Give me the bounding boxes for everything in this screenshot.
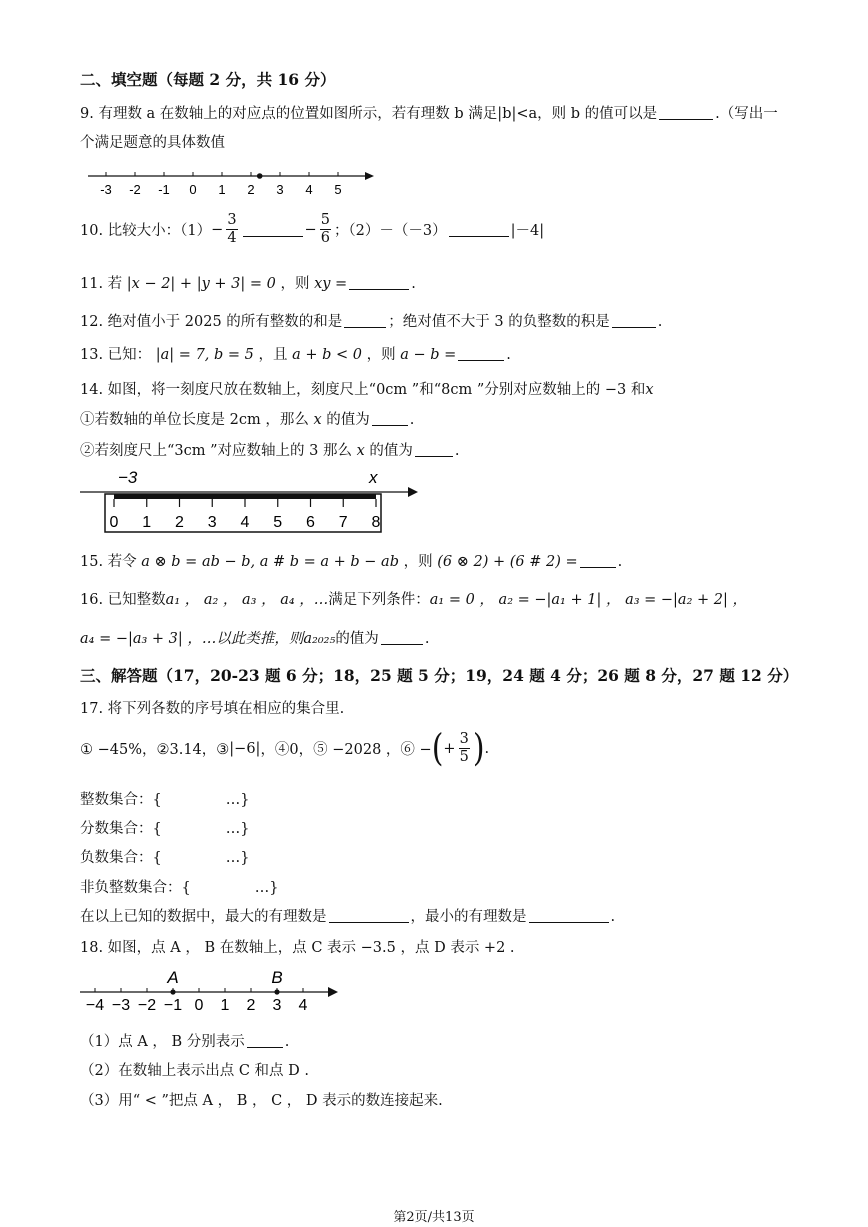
q9-axis-tick-label: -1 bbox=[158, 182, 170, 197]
q18-axis-tick-label: −2 bbox=[137, 997, 157, 1014]
q9-axis-tick-label: 1 bbox=[218, 182, 226, 197]
q9-blank[interactable] bbox=[659, 105, 713, 120]
q18-axis-tick-label: 4 bbox=[298, 997, 308, 1014]
q15: 15. 若令 a ⊗ b = ab − b, a # b = a + b − ab ，则 (6 ⊗ 2) + (6 # 2) = . bbox=[80, 554, 623, 570]
q12-blank-2[interactable] bbox=[612, 313, 656, 328]
q14-sub2: ②若刻度尺上“3cm ”对应数轴上的 3 那么 x 的值为 . bbox=[80, 443, 460, 459]
q18-sub3: （3）用“ < ”把点 A ， B ， C ， D 表示的数连接起来. bbox=[80, 1093, 443, 1109]
q9-axis-tick-label: 4 bbox=[305, 182, 313, 197]
q11-expression: |x − 2| + |y + 3| = 0 bbox=[126, 276, 276, 292]
q17-abs: |−6| bbox=[229, 740, 261, 757]
q13-expression: |a| = 7, b = 5 bbox=[155, 347, 254, 363]
q14-ruler-mark: 7 bbox=[338, 514, 348, 531]
q12: 12. 绝对值小于 2025 的所有整数的和是 ；绝对值不大于 3 的负整数的积是 . bbox=[80, 314, 663, 330]
q17-set-negatives: 负数集合：{ …} bbox=[80, 850, 250, 866]
q14-ruler-mark: 5 bbox=[273, 514, 283, 531]
q9-axis-tick-label: 5 bbox=[334, 182, 342, 197]
q17-fraction: $\frac{3}{5}$ bbox=[459, 731, 469, 765]
q9-text-end: .（写出一 bbox=[715, 106, 778, 122]
q12-blank-1[interactable] bbox=[344, 313, 386, 328]
q17-stem: 17. 将下列各数的序号填在相应的集合里. bbox=[80, 701, 345, 717]
q9-point-a bbox=[257, 173, 263, 179]
q17-set-nonneg-integers: 非负整数集合：{ …} bbox=[80, 880, 279, 896]
q11: 11. 若 |x − 2| + |y + 3| = 0 ，则 xy = . bbox=[80, 276, 416, 292]
section-3-title: 三、解答题（17，20-23 题 6 分；18，25 题 5 分；19，24 题 4 分；26 题 8 分，27 题 12 分） bbox=[80, 666, 799, 685]
q14-label-right: x bbox=[369, 468, 378, 487]
q18-axis-tick-label: 0 bbox=[194, 997, 204, 1014]
q18-axis-tick-label: −1 bbox=[163, 997, 183, 1014]
q18-axis-arrow bbox=[328, 987, 338, 997]
q10: 10. 比较大小：（1） − $\frac{3}{4}$ − $\frac{5}{6}$ ；（2）－（－3） |－4| bbox=[80, 212, 545, 246]
q14-line1: 14. 如图，将一刻度尺放在数轴上，刻度尺上“0cm ”和“8cm ”分别对应数轴上的 −3 和x bbox=[80, 382, 654, 398]
q14-ruler-scale-band bbox=[114, 494, 376, 499]
q9-axis-tick-label: 0 bbox=[189, 182, 197, 197]
q16-line2: a₄ = −|a₃ + 3| ，…以此类推，则a₂₀₂₅的值为 . bbox=[80, 631, 430, 647]
q18-blank[interactable] bbox=[247, 1033, 283, 1048]
q14-ruler-mark: 3 bbox=[207, 514, 217, 531]
q14-label-left: −3 bbox=[118, 468, 138, 487]
q18-point-b bbox=[274, 989, 279, 994]
q9-text: 9. 有理数 a 在数轴上的对应点的位置如图所示，若有理数 b 满足|b|<a，则 b 的值可以是 bbox=[80, 106, 658, 122]
q10-blank-1[interactable] bbox=[243, 222, 303, 237]
q14-ruler-figure bbox=[78, 466, 418, 536]
q14-ruler-mark: 8 bbox=[371, 514, 381, 531]
q17-blank-min[interactable] bbox=[529, 908, 609, 923]
q9-axis-arrow bbox=[365, 172, 374, 180]
q11-blank[interactable] bbox=[349, 275, 409, 290]
q18-axis-tick-label: 2 bbox=[246, 997, 256, 1014]
q14-sub1: ①若数轴的单位长度是 2cm ，那么 x 的值为 . bbox=[80, 412, 415, 428]
q14-ruler-mark: 4 bbox=[240, 514, 250, 531]
q14-axis-arrow bbox=[408, 487, 418, 497]
q10-part2: ；（2）－（－3） bbox=[333, 223, 447, 239]
q17-set-fractions: 分数集合：{ …} bbox=[80, 821, 250, 837]
q14-ruler-mark: 6 bbox=[306, 514, 315, 531]
q18-label-b: B bbox=[271, 968, 283, 987]
q10-blank-2[interactable] bbox=[449, 222, 509, 237]
page-footer: 第2页/共13页 bbox=[393, 1210, 475, 1225]
section-2-title: 二、填空题（每题 2 分，共 16 分） bbox=[80, 70, 336, 89]
q14-blank-2[interactable] bbox=[415, 442, 453, 457]
q17-numbers: ① −45%，②3.14，③ |−6| ，④0，⑤ −2028 ，⑥ − ( + $\frac{3}{5}$ ) . bbox=[80, 726, 490, 770]
q10-fraction-2: $\frac{5}{6}$ bbox=[320, 212, 330, 246]
q18-axis-tick-label: −4 bbox=[85, 997, 105, 1014]
q9-axis-tick-label: -2 bbox=[129, 182, 141, 197]
q14-ruler-mark: 2 bbox=[175, 514, 184, 531]
q15-blank[interactable] bbox=[580, 553, 616, 568]
q18-label-a: A bbox=[167, 968, 179, 987]
q18-sub1: （1）点 A ， B 分别表示 . bbox=[80, 1034, 290, 1050]
q17-last: 在以上已知的数据中，最大的有理数是 ，最小的有理数是 . bbox=[80, 909, 616, 925]
q18-number-line bbox=[78, 962, 348, 1016]
q10-prefix: 10. 比较大小：（1） bbox=[80, 223, 212, 239]
q14-ruler-mark: 0 bbox=[109, 514, 119, 531]
q9-line1 bbox=[80, 102, 778, 123]
q16-line1: 16. 已知整数a₁ ， a₂ ， a₃ ， a₄ ，…满足下列条件：a₁ = 0 ， a₂ = −|a₁ + 1| ， a₃ = −|a₂ + 2| ， bbox=[80, 592, 747, 608]
q18-axis-tick-label: −3 bbox=[111, 997, 131, 1014]
q13-blank[interactable] bbox=[458, 346, 504, 361]
q14-ruler-mark: 1 bbox=[142, 514, 152, 531]
q10-fraction-1: $\frac{3}{4}$ bbox=[227, 212, 237, 246]
q14-blank-1[interactable] bbox=[372, 411, 408, 426]
q9-axis-tick-label: 3 bbox=[276, 182, 284, 197]
q9-axis-tick-label: 2 bbox=[247, 182, 255, 197]
q9-axis-tick-label: -3 bbox=[100, 182, 112, 197]
q13: 13. 已知： |a| = 7, b = 5 ，且 a + b < 0 ，则 a − b = . bbox=[80, 347, 511, 363]
q9-line2: 个满足题意的具体数值 bbox=[80, 135, 225, 151]
q9-number-line bbox=[80, 164, 380, 200]
q16-blank[interactable] bbox=[381, 630, 423, 645]
q18-axis-tick-label: 1 bbox=[220, 997, 230, 1014]
q15-definition: a ⊗ b = ab − b, a # b = a + b − ab bbox=[141, 554, 399, 570]
q18-axis-tick-label: 3 bbox=[272, 997, 282, 1014]
q10-abs: |－4| bbox=[510, 223, 545, 239]
q18-point-a bbox=[170, 989, 175, 994]
q17-set-integers: 整数集合：{ …} bbox=[80, 792, 250, 808]
q17-blank-max[interactable] bbox=[329, 908, 409, 923]
q18-sub2: （2）在数轴上表示出点 C 和点 D . bbox=[80, 1063, 309, 1079]
q18-stem: 18. 如图，点 A ， B 在数轴上，点 C 表示 −3.5 ，点 D 表示 +2 . bbox=[80, 940, 515, 956]
